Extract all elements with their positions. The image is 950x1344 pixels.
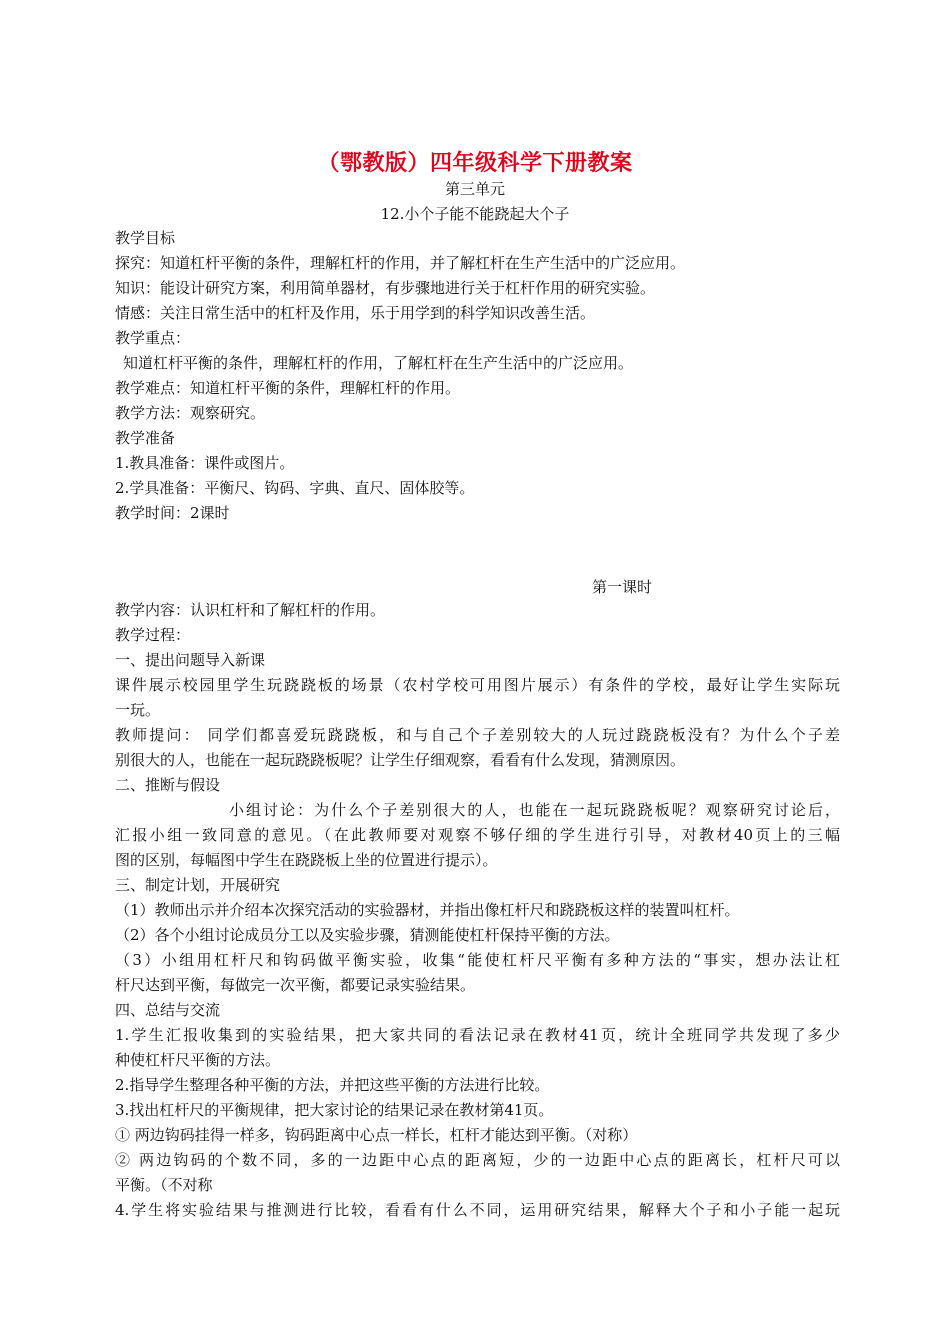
text-line: ① 两边钩码挂得一样多，钩码距离中心点一样长，杠杆才能达到平衡。（对称） [115,1126,638,1144]
text-line: 教学时间：2课时 [115,504,230,522]
text-line: 1.学生汇报收集到的实验结果，把大家共同的看法记录在教材41页，统计全班同学共发现了多少 [115,1026,840,1044]
text-line: 教师提问： 同学们都喜爱玩跷跷板，和与自己个子差别较大的人玩过跷跷板没有？为什么个子差 [115,726,840,744]
period-title: 第一课时 [592,578,653,596]
unit-heading: 第三单元 [444,180,505,198]
text-line: 4.学生将实验结果与推测进行比较，看看有什么不同，运用研究结果，解释大个子和小子能一起玩 [115,1201,840,1219]
text-line: 知道杠杆平衡的条件，理解杠杆的作用，了解杠杆在生产生活中的广泛应用。 [123,354,634,372]
text-line: 三、制定计划，开展研究 [115,876,281,894]
text-line: 1.教具准备：课件或图片。 [115,454,295,472]
text-line: 教学难点：知道杠杆平衡的条件，理解杠杆的作用。 [115,379,461,397]
text-line: 教学方法：观察研究。 [115,404,266,422]
document-title: （鄂教版）四年级科学下册教案 [317,151,633,176]
text-line: 教学重点： [115,329,191,347]
text-line: 2.指导学生整理各种平衡的方法，并把这些平衡的方法进行比较。 [115,1076,550,1094]
text-line: 3.找出杠杆尺的平衡规律，把大家讨论的结果记录在教材第41页。 [115,1101,554,1119]
text-line: 杆尺达到平衡，每做完一次平衡，都要记录实验结果。 [115,976,476,994]
text-line: （1）教师出示并介绍本次探究活动的实验器材，并指出像杠杆尺和跷跷板这样的装置叫杠杆。 [115,901,740,919]
text-line: 四、总结与交流 [115,1001,221,1019]
text-line: 图的区别，每幅图中学生在跷跷板上坐的位置进行提示）。 [115,851,498,869]
text-line: 一玩。 [115,701,161,719]
text-line: 情感：关注日常生活中的杠杆及作用，乐于用学到的科学知识改善生活。 [115,304,596,322]
text-line: 教学准备 [115,429,176,447]
text-line: 知识：能设计研究方案，利用简单器材，有步骤地进行关于杠杆作用的研究实验。 [115,279,656,297]
text-line: ② 两边钩码的个数不同，多的一边距中心点的距离短，少的一边距中心点的距离长，杠杆尺可以 [115,1151,840,1169]
text-line: 平衡。（不对称 [115,1176,213,1194]
text-line: 课件展示校园里学生玩跷跷板的场景（农村学校可用图片展示）有条件的学校，最好让学生实际玩 [115,676,840,694]
text-line: 2.学具准备：平衡尺、钩码、字典、直尺、固体胶等。 [115,479,475,497]
text-line: 教学过程： [115,626,191,644]
text-line: 小组讨论：为什么个子差别很大的人，也能在一起玩跷跷板呢？观察研究讨论后， [229,801,840,819]
text-line: 二、推断与假设 [115,776,221,794]
lesson-heading: 12.小个子能不能跷起大个子 [380,205,570,223]
text-line: （2）各个小组讨论成员分工以及实验步骤，猜测能使杠杆保持平衡的方法。 [115,926,620,944]
text-line: 探究：知道杠杆平衡的条件，理解杠杆的作用，并了解杠杆在生产生活中的广泛应用。 [115,254,686,272]
text-line: 一、提出问题导入新课 [115,651,266,669]
text-line: 别很大的人，也能在一起玩跷跷板呢？让学生仔细观察，看看有什么发现，猜测原因。 [115,751,686,769]
text-line: 教学内容：认识杠杆和了解杠杆的作用。 [115,601,386,619]
text-line: （3）小组用杠杆尺和钩码做平衡实验，收集“能使杠杆尺平衡有多种方法的“事实，想办法让杠 [115,951,840,969]
text-line: 教学目标 [115,229,176,247]
text-line: 汇报小组一致同意的意见。（在此教师要对观察不够仔细的学生进行引导，对教材40页上的三幅 [115,826,840,844]
text-line: 种使杠杆尺平衡的方法。 [115,1051,281,1069]
